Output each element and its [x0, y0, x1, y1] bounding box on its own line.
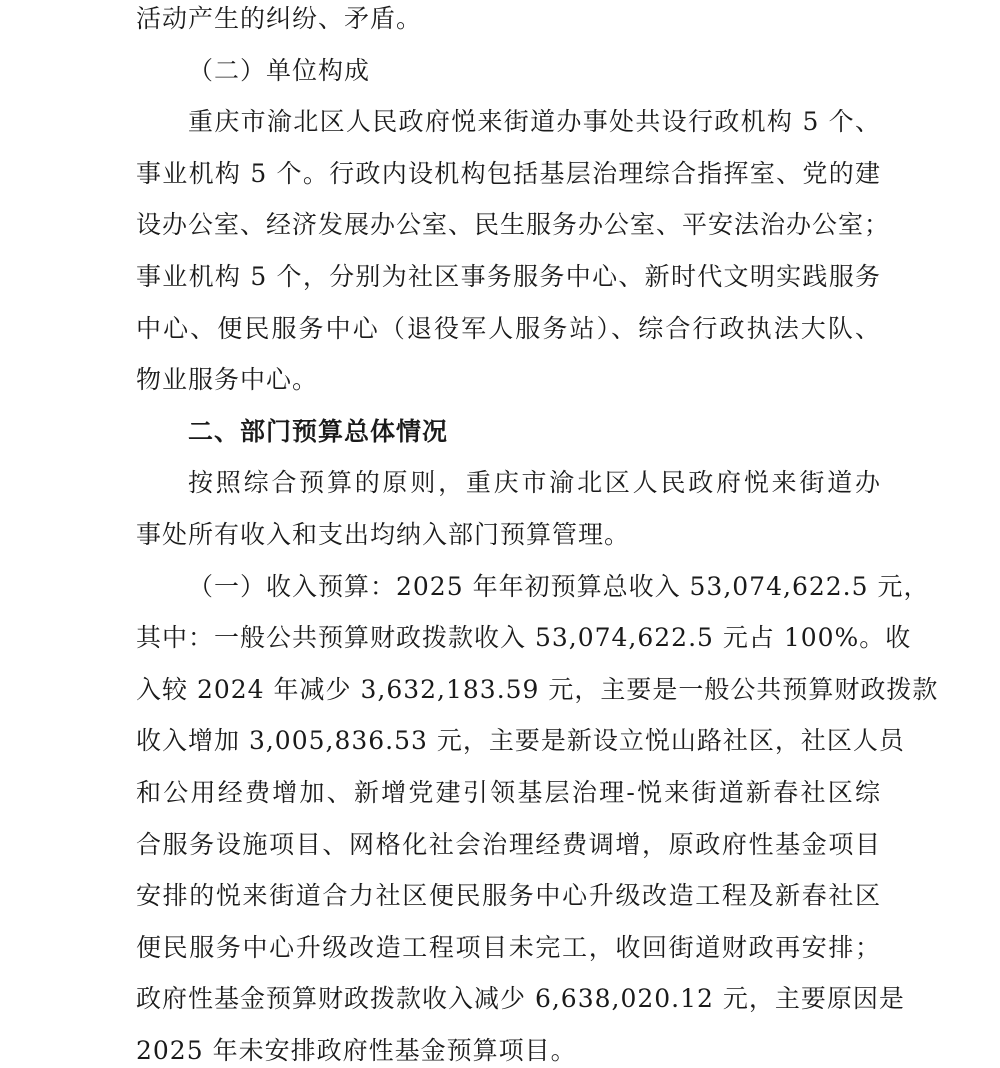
- paragraph-line: 事业机构 5 个，分别为社区事务服务中心、新时代文明实践服务: [136, 262, 881, 291]
- paragraph-line: 入较 2024 年减少 3,632,183.59 元，主要是一般公共预算财政拨款: [136, 675, 939, 704]
- paragraph-line: 按照综合预算的原则，重庆市渝北区人民政府悦来街道办: [188, 468, 881, 497]
- paragraph-line: 便民服务中心升级改造工程项目未完工，收回街道财政再安排；: [136, 933, 881, 962]
- paragraph-line: 合服务设施项目、网格化社会治理经费调增，原政府性基金项目: [136, 830, 881, 859]
- paragraph-line: 收入增加 3,005,836.53 元，主要是新设立悦山路社区，社区人员: [136, 726, 905, 755]
- paragraph-line: 物业服务中心。: [136, 365, 319, 394]
- paragraph-line: 事处所有收入和支出均纳入部门预算管理。: [136, 520, 631, 549]
- paragraph-line: 事业机构 5 个。行政内设机构包括基层治理综合指挥室、党的建: [136, 159, 881, 188]
- paragraph-line: 其中：一般公共预算财政拨款收入 53,074,622.5 元占 100%。收: [136, 623, 912, 652]
- paragraph-line: 中心、便民服务中心（退役军人服务站）、综合行政执法大队、: [136, 314, 881, 343]
- chapter-heading: 二、部门预算总体情况: [188, 417, 449, 446]
- paragraph-line: 政府性基金预算财政拨款收入减少 6,638,020.12 元，主要原因是: [136, 984, 905, 1013]
- paragraph-line: 重庆市渝北区人民政府悦来街道办事处共设行政机构 5 个、: [188, 107, 881, 136]
- paragraph-line: 设办公室、经济发展办公室、民生服务办公室、平安法治办公室；: [136, 210, 891, 239]
- paragraph-line: 活动产生的纠纷、矛盾。: [136, 4, 423, 33]
- section-heading: （二）单位构成: [188, 56, 371, 85]
- paragraph-line: （一）收入预算：2025 年年初预算总收入 53,074,622.5 元，: [188, 572, 930, 601]
- paragraph-line: 安排的悦来街道合力社区便民服务中心升级改造工程及新春社区: [136, 881, 881, 910]
- paragraph-line: 和公用经费增加、新增党建引领基层治理-悦来街道新春社区综: [136, 778, 881, 807]
- paragraph-line: 2025 年未安排政府性基金预算项目。: [136, 1036, 577, 1065]
